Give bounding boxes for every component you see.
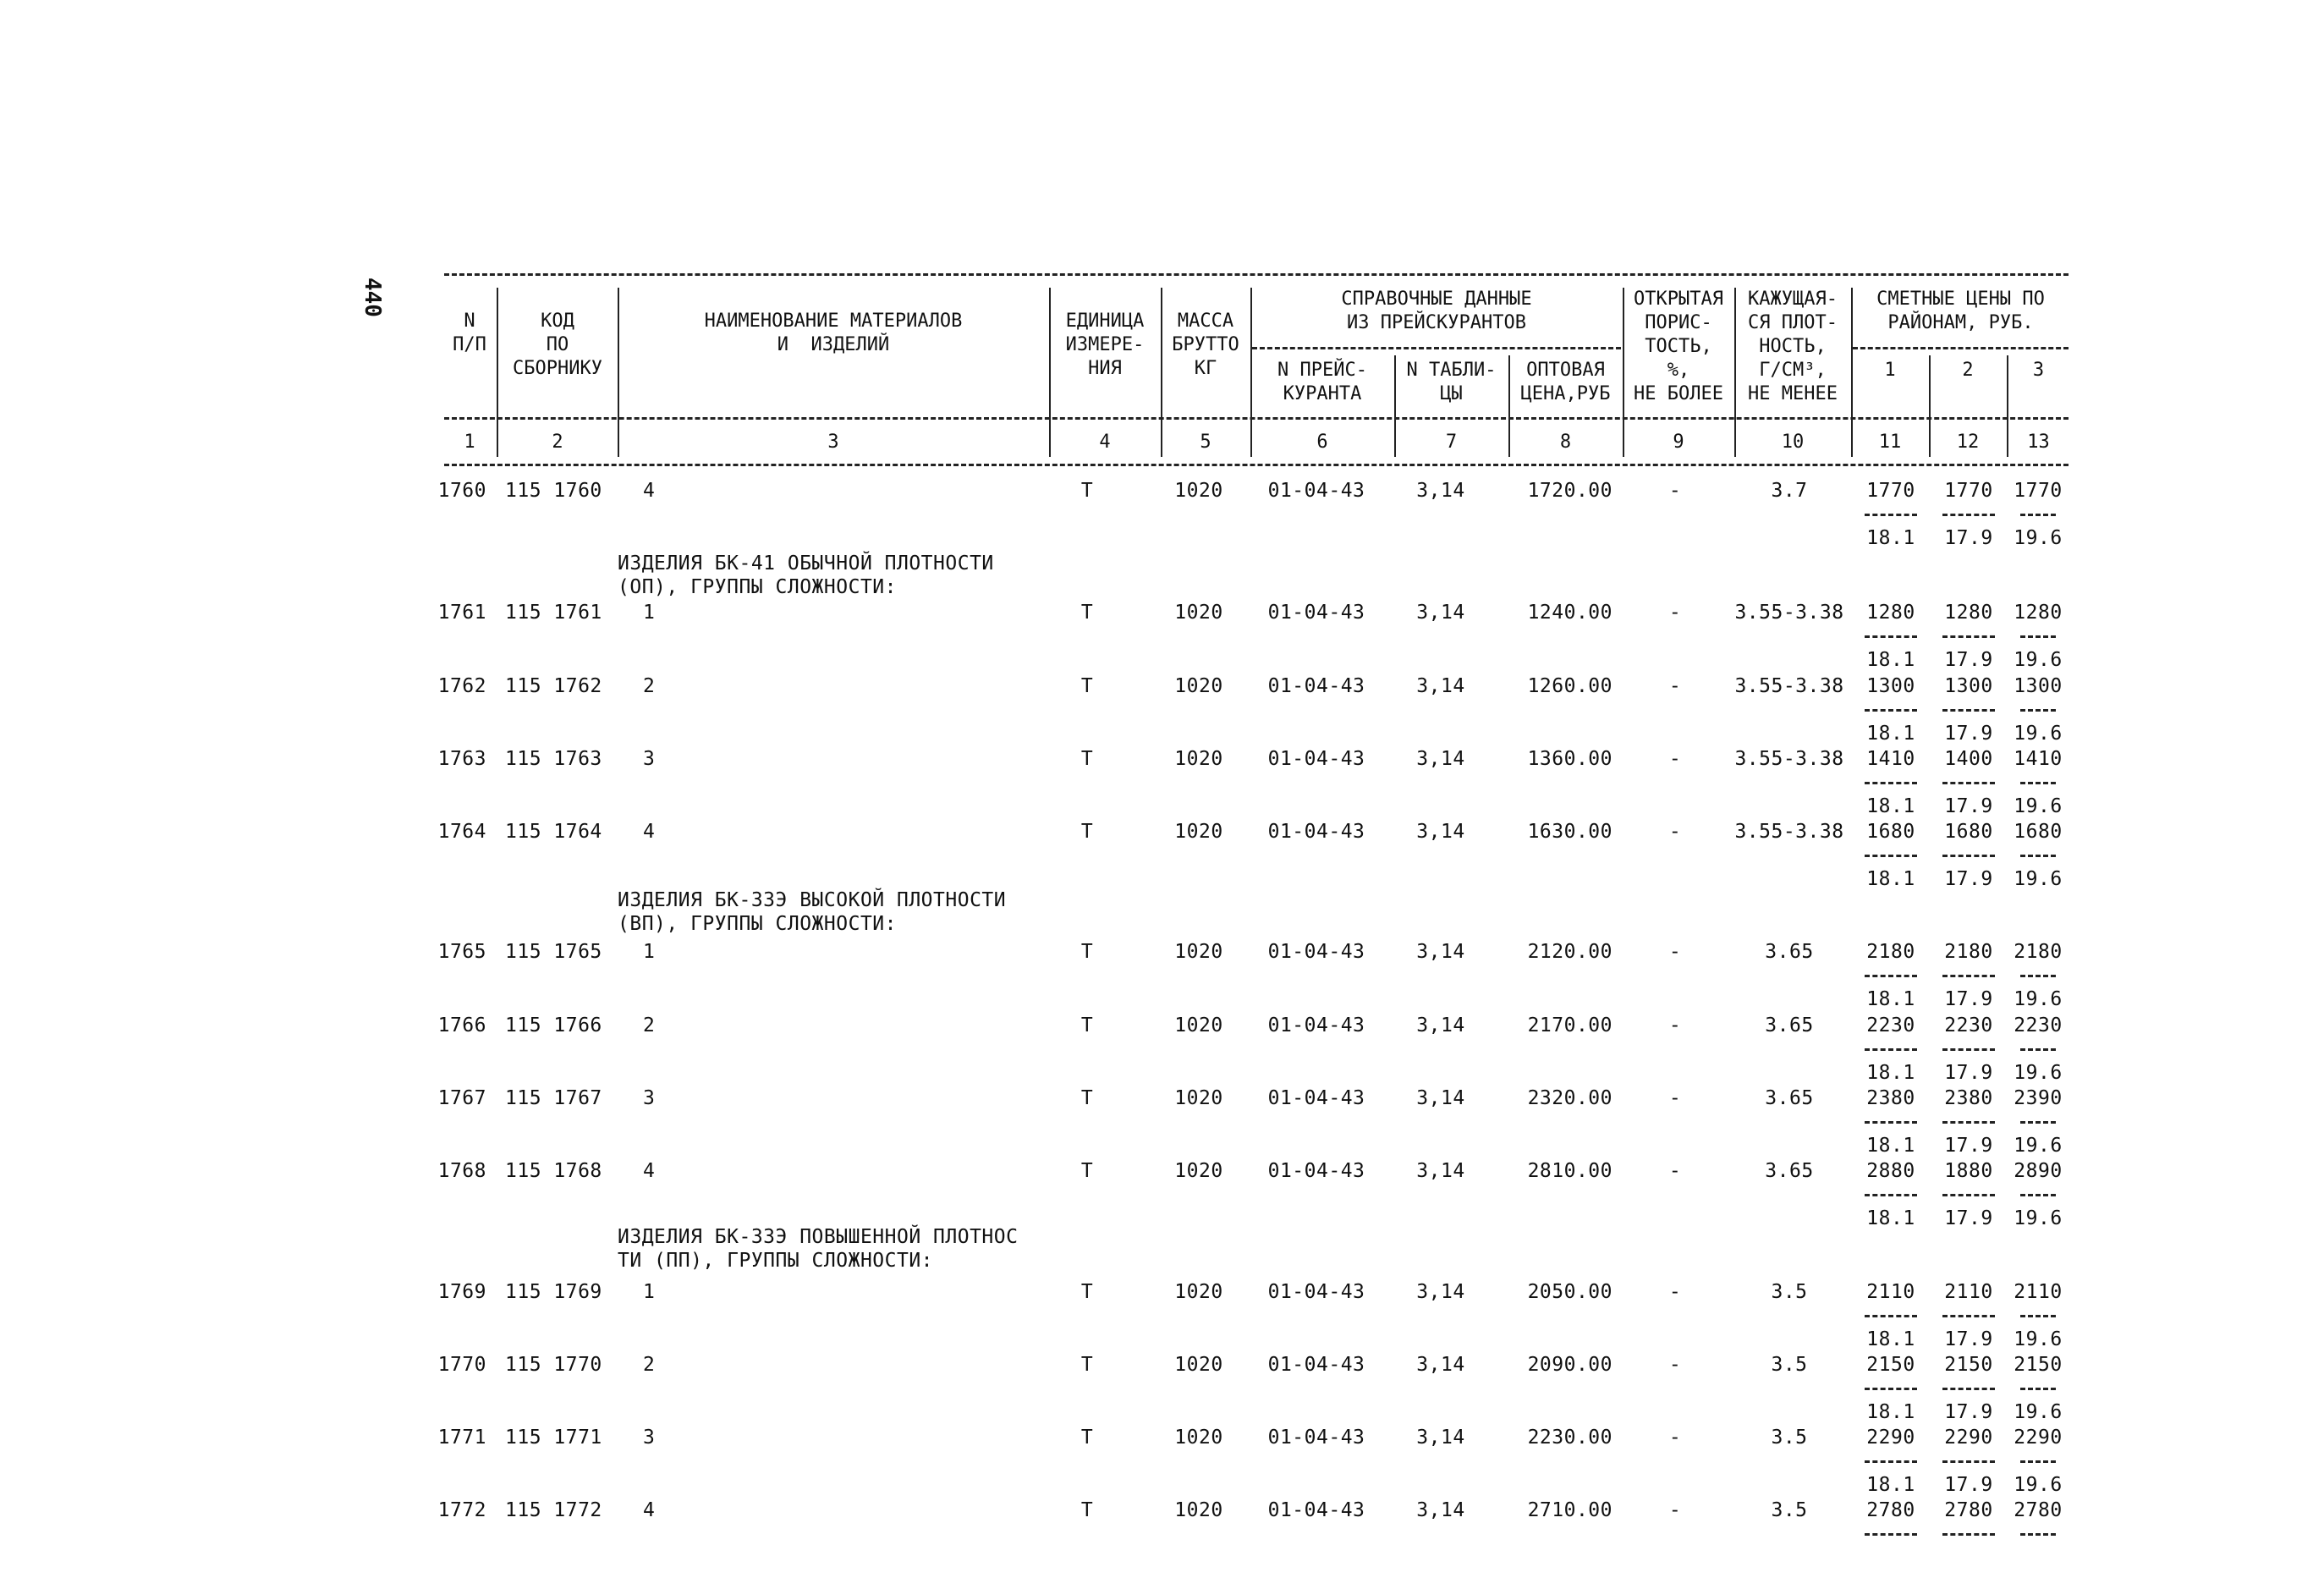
row-wholesale-price: 2710.00 bbox=[1527, 1499, 1613, 1521]
fraction-rule bbox=[2020, 514, 2056, 516]
row-coef-region-1: 18.1 bbox=[1866, 649, 1915, 671]
fraction-rule bbox=[2020, 1194, 2056, 1196]
row-coef-region-3: 19.6 bbox=[2014, 527, 2063, 549]
row-wholesale-price: 2050.00 bbox=[1527, 1281, 1613, 1303]
row-coef-region-3: 19.6 bbox=[2014, 1207, 2063, 1229]
row-price-list: 01-04-43 bbox=[1267, 1281, 1365, 1303]
row-table: 3,14 bbox=[1416, 1499, 1465, 1521]
row-price-region-2: 2290 bbox=[1944, 1427, 1993, 1449]
row-number: 1760 bbox=[437, 480, 486, 502]
row-coef-region-3: 19.6 bbox=[2014, 1401, 2063, 1423]
row-coef-region-1: 18.1 bbox=[1866, 1328, 1915, 1350]
fraction-rule bbox=[1942, 1048, 1995, 1051]
row-number: 1763 bbox=[437, 748, 486, 770]
fraction-rule bbox=[1865, 975, 1917, 977]
row-wholesale-price: 2230.00 bbox=[1527, 1427, 1613, 1449]
col-name-header: НАИМЕНОВАНИЕ МАТЕРИАЛОВ И ИЗДЕЛИЙ bbox=[704, 311, 963, 355]
ref-group-header: СПРАВОЧНЫЕ ДАННЫЕ ИЗ ПРЕЙСКУРАНТОВ bbox=[1341, 289, 1532, 333]
col-number: 12 bbox=[1956, 432, 1980, 453]
row-price-region-3: 2230 bbox=[2014, 1014, 2063, 1036]
row-table: 3,14 bbox=[1416, 602, 1465, 624]
row-name: 3 bbox=[643, 748, 656, 770]
row-price-list: 01-04-43 bbox=[1267, 1427, 1365, 1449]
fraction-rule bbox=[2020, 1121, 2056, 1124]
estimate-group-rule bbox=[1853, 347, 2069, 349]
row-wholesale-price: 1240.00 bbox=[1527, 602, 1613, 624]
col-number: 7 bbox=[1445, 432, 1458, 453]
row-price-list: 01-04-43 bbox=[1267, 1160, 1365, 1182]
row-table: 3,14 bbox=[1416, 1427, 1465, 1449]
fraction-rule bbox=[1942, 855, 1995, 857]
row-number: 1765 bbox=[437, 941, 486, 963]
fraction-rule bbox=[1942, 1121, 1995, 1124]
col-unit-header: ЕДИНИЦА ИЗМЕРЕ- НИЯ bbox=[1065, 311, 1145, 379]
row-porosity: - bbox=[1668, 1087, 1682, 1109]
row-coef-region-1: 18.1 bbox=[1866, 868, 1915, 890]
row-price-region-1: 2150 bbox=[1866, 1354, 1915, 1376]
row-mass: 1020 bbox=[1174, 1499, 1223, 1521]
row-code: 115 1763 bbox=[505, 748, 602, 770]
row-density: 3.5 bbox=[1771, 1427, 1808, 1449]
fraction-rule bbox=[2020, 1048, 2056, 1051]
row-mass: 1020 bbox=[1174, 1427, 1223, 1449]
row-porosity: - bbox=[1668, 1014, 1682, 1036]
row-price-list: 01-04-43 bbox=[1267, 1087, 1365, 1109]
row-coef-region-2: 17.9 bbox=[1944, 1474, 1993, 1496]
row-number: 1769 bbox=[437, 1281, 486, 1303]
row-price-region-3: 2890 bbox=[2014, 1160, 2063, 1182]
row-unit: Т bbox=[1080, 675, 1094, 697]
row-price-region-2: 2780 bbox=[1944, 1499, 1993, 1521]
col-porosity-header: ОТКРЫТАЯ ПОРИС- ТОСТЬ, %, НЕ БОЛЕЕ bbox=[1634, 289, 1723, 404]
row-price-region-2: 2380 bbox=[1944, 1087, 1993, 1109]
row-name: 4 bbox=[643, 480, 656, 502]
row-table: 3,14 bbox=[1416, 748, 1465, 770]
row-price-region-1: 1680 bbox=[1866, 821, 1915, 843]
row-mass: 1020 bbox=[1174, 480, 1223, 502]
row-wholesale-price: 2810.00 bbox=[1527, 1160, 1613, 1182]
col-number: 2 bbox=[552, 432, 563, 453]
row-price-list: 01-04-43 bbox=[1267, 941, 1365, 963]
row-porosity: - bbox=[1668, 1354, 1682, 1376]
row-wholesale-price: 2120.00 bbox=[1527, 941, 1613, 963]
fraction-rule bbox=[1865, 635, 1917, 638]
row-price-region-1: 2380 bbox=[1866, 1087, 1915, 1109]
section-title: (ВП), ГРУППЫ СЛОЖНОСТИ: bbox=[618, 913, 897, 935]
row-price-region-1: 2110 bbox=[1866, 1281, 1915, 1303]
row-coef-region-3: 19.6 bbox=[2014, 1062, 2063, 1084]
row-unit: Т bbox=[1080, 1499, 1094, 1521]
row-code: 115 1762 bbox=[505, 675, 602, 697]
row-coef-region-2: 17.9 bbox=[1944, 723, 1993, 745]
row-density: 3.55-3.38 bbox=[1734, 602, 1844, 624]
row-price-region-1: 2880 bbox=[1866, 1160, 1915, 1182]
fraction-rule bbox=[2020, 635, 2056, 638]
row-code: 115 1760 bbox=[505, 480, 602, 502]
row-price-region-1: 2780 bbox=[1866, 1499, 1915, 1521]
row-price-region-3: 2180 bbox=[2014, 941, 2063, 963]
row-name: 2 bbox=[643, 1354, 656, 1376]
row-coef-region-3: 19.6 bbox=[2014, 649, 2063, 671]
row-price-list: 01-04-43 bbox=[1267, 1499, 1365, 1521]
row-number: 1767 bbox=[437, 1087, 486, 1109]
row-price-list: 01-04-43 bbox=[1267, 602, 1365, 624]
row-name: 4 bbox=[643, 1499, 656, 1521]
row-unit: Т bbox=[1080, 602, 1094, 624]
fraction-rule bbox=[2020, 855, 2056, 857]
row-price-region-1: 1280 bbox=[1866, 602, 1915, 624]
row-unit: Т bbox=[1080, 821, 1094, 843]
row-density: 3.65 bbox=[1765, 1087, 1814, 1109]
row-number: 1764 bbox=[437, 821, 486, 843]
col-number: 10 bbox=[1781, 432, 1805, 453]
row-name: 1 bbox=[643, 602, 656, 624]
row-density: 3.5 bbox=[1771, 1499, 1808, 1521]
row-price-region-1: 1410 bbox=[1866, 748, 1915, 770]
fraction-rule bbox=[1865, 709, 1917, 712]
fraction-rule bbox=[1865, 1388, 1917, 1390]
row-wholesale-price: 1360.00 bbox=[1527, 748, 1613, 770]
header-top-rule bbox=[444, 273, 2069, 276]
row-name: 4 bbox=[643, 1160, 656, 1182]
row-coef-region-2: 17.9 bbox=[1944, 1062, 1993, 1084]
row-mass: 1020 bbox=[1174, 1160, 1223, 1182]
row-price-region-2: 2230 bbox=[1944, 1014, 1993, 1036]
row-code: 115 1765 bbox=[505, 941, 602, 963]
row-number: 1762 bbox=[437, 675, 486, 697]
row-number: 1766 bbox=[437, 1014, 486, 1036]
row-mass: 1020 bbox=[1174, 602, 1223, 624]
row-table: 3,14 bbox=[1416, 1354, 1465, 1376]
row-wholesale-price: 2090.00 bbox=[1527, 1354, 1613, 1376]
row-unit: Т bbox=[1080, 1281, 1094, 1303]
fraction-rule bbox=[1942, 1460, 1995, 1463]
row-coef-region-2: 17.9 bbox=[1944, 868, 1993, 890]
row-code: 115 1766 bbox=[505, 1014, 602, 1036]
row-price-region-2: 1400 bbox=[1944, 748, 1993, 770]
col-n-header: N П/П bbox=[453, 311, 486, 355]
row-number: 1761 bbox=[437, 602, 486, 624]
row-price-list: 01-04-43 bbox=[1267, 1354, 1365, 1376]
row-porosity: - bbox=[1668, 1160, 1682, 1182]
row-name: 2 bbox=[643, 675, 656, 697]
row-price-list: 01-04-43 bbox=[1267, 675, 1365, 697]
section-title: (ОП), ГРУППЫ СЛОЖНОСТИ: bbox=[618, 576, 897, 598]
row-price-region-2: 1300 bbox=[1944, 675, 1993, 697]
col-number: 3 bbox=[827, 432, 839, 453]
fraction-rule bbox=[1942, 975, 1995, 977]
fraction-rule bbox=[2020, 1460, 2056, 1463]
row-coef-region-3: 19.6 bbox=[2014, 1474, 2063, 1496]
row-table: 3,14 bbox=[1416, 1014, 1465, 1036]
row-mass: 1020 bbox=[1174, 748, 1223, 770]
col-number: 6 bbox=[1316, 432, 1328, 453]
col-mass-header: МАССА БРУТТО КГ bbox=[1172, 311, 1239, 379]
header-split-rule bbox=[444, 417, 2069, 420]
col-number: 8 bbox=[1559, 432, 1572, 453]
fraction-rule bbox=[2020, 1315, 2056, 1317]
row-wholesale-price: 2320.00 bbox=[1527, 1087, 1613, 1109]
row-price-region-3: 2110 bbox=[2014, 1281, 2063, 1303]
row-unit: Т bbox=[1080, 1087, 1094, 1109]
row-mass: 1020 bbox=[1174, 675, 1223, 697]
row-price-region-3: 1410 bbox=[2014, 748, 2063, 770]
row-table: 3,14 bbox=[1416, 941, 1465, 963]
col-wholesale-header: ОПТОВАЯ ЦЕНА,РУБ bbox=[1520, 360, 1611, 404]
row-price-region-3: 1680 bbox=[2014, 821, 2063, 843]
row-table: 3,14 bbox=[1416, 480, 1465, 502]
row-coef-region-1: 18.1 bbox=[1866, 1207, 1915, 1229]
row-coef-region-2: 17.9 bbox=[1944, 1135, 1993, 1157]
region-2-header: 2 bbox=[1962, 360, 1974, 381]
row-coef-region-2: 17.9 bbox=[1944, 649, 1993, 671]
col-number: 1 bbox=[464, 432, 475, 453]
row-wholesale-price: 2170.00 bbox=[1527, 1014, 1613, 1036]
row-table: 3,14 bbox=[1416, 1087, 1465, 1109]
fraction-rule bbox=[1865, 1460, 1917, 1463]
col-number: 4 bbox=[1099, 432, 1111, 453]
row-name: 1 bbox=[643, 1281, 656, 1303]
row-code: 115 1768 bbox=[505, 1160, 602, 1182]
row-coef-region-2: 17.9 bbox=[1944, 1328, 1993, 1350]
row-coef-region-1: 18.1 bbox=[1866, 988, 1915, 1010]
row-porosity: - bbox=[1668, 821, 1682, 843]
row-code: 115 1770 bbox=[505, 1354, 602, 1376]
col-pricelist-header: N ПРЕЙС- КУРАНТА bbox=[1277, 360, 1367, 404]
row-price-region-3: 2780 bbox=[2014, 1499, 2063, 1521]
region-3-header: 3 bbox=[2032, 360, 2045, 381]
row-price-region-3: 1280 bbox=[2014, 602, 2063, 624]
row-unit: Т bbox=[1080, 941, 1094, 963]
row-price-region-1: 2290 bbox=[1866, 1427, 1915, 1449]
row-coef-region-3: 19.6 bbox=[2014, 723, 2063, 745]
row-unit: Т bbox=[1080, 1014, 1094, 1036]
fraction-rule bbox=[1865, 1121, 1917, 1124]
fraction-rule bbox=[1942, 635, 1995, 638]
row-coef-region-1: 18.1 bbox=[1866, 527, 1915, 549]
row-code: 115 1764 bbox=[505, 821, 602, 843]
row-coef-region-1: 18.1 bbox=[1866, 1135, 1915, 1157]
row-price-list: 01-04-43 bbox=[1267, 480, 1365, 502]
row-name: 3 bbox=[643, 1087, 656, 1109]
row-unit: Т bbox=[1080, 1160, 1094, 1182]
region-1-header: 1 bbox=[1884, 360, 1896, 381]
row-porosity: - bbox=[1668, 675, 1682, 697]
row-coef-region-2: 17.9 bbox=[1944, 988, 1993, 1010]
fraction-rule bbox=[2020, 975, 2056, 977]
row-price-region-3: 2290 bbox=[2014, 1427, 2063, 1449]
row-coef-region-3: 19.6 bbox=[2014, 868, 2063, 890]
col-code-header: КОД ПО СБОРНИКУ bbox=[513, 311, 602, 379]
section-title: ИЗДЕЛИЯ БК-41 ОБЫЧНОЙ ПЛОТНОСТИ bbox=[618, 553, 994, 575]
col-table-header: N ТАБЛИ- ЦЫ bbox=[1406, 360, 1497, 404]
row-porosity: - bbox=[1668, 941, 1682, 963]
row-price-list: 01-04-43 bbox=[1267, 1014, 1365, 1036]
estimate-group-header: СМЕТНЫЕ ЦЕНЫ ПО РАЙОНАМ, РУБ. bbox=[1876, 289, 2045, 333]
section-title: ИЗДЕЛИЯ БК-33Э ВЫСОКОЙ ПЛОТНОСТИ bbox=[618, 889, 1007, 911]
row-unit: Т bbox=[1080, 1354, 1094, 1376]
row-porosity: - bbox=[1668, 1427, 1682, 1449]
row-mass: 1020 bbox=[1174, 1087, 1223, 1109]
row-coef-region-1: 18.1 bbox=[1866, 1062, 1915, 1084]
row-coef-region-3: 19.6 bbox=[2014, 988, 2063, 1010]
row-table: 3,14 bbox=[1416, 1160, 1465, 1182]
page-number: 440 bbox=[360, 278, 385, 317]
fraction-rule bbox=[2020, 782, 2056, 784]
row-table: 3,14 bbox=[1416, 675, 1465, 697]
section-title: ИЗДЕЛИЯ БК-33Э ПОВЫШЕННОЙ ПЛОТНОС bbox=[618, 1226, 1019, 1248]
row-coef-region-2: 17.9 bbox=[1944, 527, 1993, 549]
row-coef-region-3: 19.6 bbox=[2014, 1135, 2063, 1157]
row-porosity: - bbox=[1668, 1281, 1682, 1303]
row-price-list: 01-04-43 bbox=[1267, 821, 1365, 843]
fraction-rule bbox=[1865, 782, 1917, 784]
row-name: 3 bbox=[643, 1427, 656, 1449]
row-number: 1771 bbox=[437, 1427, 486, 1449]
fraction-rule bbox=[1942, 1315, 1995, 1317]
row-code: 115 1767 bbox=[505, 1087, 602, 1109]
row-coef-region-1: 18.1 bbox=[1866, 1474, 1915, 1496]
fraction-rule bbox=[1865, 514, 1917, 516]
row-price-list: 01-04-43 bbox=[1267, 748, 1365, 770]
col-number: 11 bbox=[1878, 432, 1902, 453]
row-price-region-2: 2180 bbox=[1944, 941, 1993, 963]
row-price-region-2: 2150 bbox=[1944, 1354, 1993, 1376]
fraction-rule bbox=[1865, 855, 1917, 857]
fraction-rule bbox=[2020, 1388, 2056, 1390]
row-price-region-2: 1280 bbox=[1944, 602, 1993, 624]
row-number: 1768 bbox=[437, 1160, 486, 1182]
row-density: 3.7 bbox=[1771, 480, 1808, 502]
fraction-rule bbox=[2020, 709, 2056, 712]
row-price-region-1: 2180 bbox=[1866, 941, 1915, 963]
row-porosity: - bbox=[1668, 602, 1682, 624]
row-coef-region-2: 17.9 bbox=[1944, 1207, 1993, 1229]
row-coef-region-1: 18.1 bbox=[1866, 723, 1915, 745]
row-code: 115 1772 bbox=[505, 1499, 602, 1521]
row-coef-region-3: 19.6 bbox=[2014, 795, 2063, 817]
row-price-region-3: 1770 bbox=[2014, 480, 2063, 502]
row-mass: 1020 bbox=[1174, 1014, 1223, 1036]
row-price-region-1: 1770 bbox=[1866, 480, 1915, 502]
row-porosity: - bbox=[1668, 748, 1682, 770]
row-coef-region-2: 17.9 bbox=[1944, 1401, 1993, 1423]
row-number: 1770 bbox=[437, 1354, 486, 1376]
fraction-rule bbox=[1865, 1048, 1917, 1051]
row-price-region-2: 2110 bbox=[1944, 1281, 1993, 1303]
row-coef-region-3: 19.6 bbox=[2014, 1328, 2063, 1350]
fraction-rule bbox=[1865, 1315, 1917, 1317]
row-number: 1772 bbox=[437, 1499, 486, 1521]
row-density: 3.65 bbox=[1765, 1014, 1814, 1036]
row-mass: 1020 bbox=[1174, 941, 1223, 963]
row-price-region-3: 2150 bbox=[2014, 1354, 2063, 1376]
row-coef-region-2: 17.9 bbox=[1944, 795, 1993, 817]
row-density: 3.55-3.38 bbox=[1734, 748, 1844, 770]
row-price-region-1: 2230 bbox=[1866, 1014, 1915, 1036]
col-density-header: КАЖУЩАЯ- СЯ ПЛОТ- НОСТЬ, Г/СМ³, НЕ МЕНЕЕ bbox=[1748, 289, 1838, 404]
row-porosity: - bbox=[1668, 480, 1682, 502]
row-price-region-3: 2390 bbox=[2014, 1087, 2063, 1109]
row-porosity: - bbox=[1668, 1499, 1682, 1521]
row-price-region-2: 1680 bbox=[1944, 821, 1993, 843]
fraction-rule bbox=[1942, 1194, 1995, 1196]
row-mass: 1020 bbox=[1174, 1354, 1223, 1376]
fraction-rule bbox=[1942, 514, 1995, 516]
row-unit: Т bbox=[1080, 748, 1094, 770]
row-unit: Т bbox=[1080, 480, 1094, 502]
row-density: 3.65 bbox=[1765, 941, 1814, 963]
row-mass: 1020 bbox=[1174, 821, 1223, 843]
row-coef-region-1: 18.1 bbox=[1866, 795, 1915, 817]
row-density: 3.65 bbox=[1765, 1160, 1814, 1182]
row-code: 115 1771 bbox=[505, 1427, 602, 1449]
row-price-region-2: 1770 bbox=[1944, 480, 1993, 502]
row-name: 4 bbox=[643, 821, 656, 843]
row-density: 3.5 bbox=[1771, 1281, 1808, 1303]
fraction-rule bbox=[1942, 1533, 1995, 1536]
col-number: 13 bbox=[2027, 432, 2050, 453]
row-table: 3,14 bbox=[1416, 821, 1465, 843]
fraction-rule bbox=[1942, 1388, 1995, 1390]
fraction-rule bbox=[1865, 1533, 1917, 1536]
fraction-rule bbox=[1942, 782, 1995, 784]
row-wholesale-price: 1630.00 bbox=[1527, 821, 1613, 843]
row-unit: Т bbox=[1080, 1427, 1094, 1449]
row-wholesale-price: 1260.00 bbox=[1527, 675, 1613, 697]
row-name: 2 bbox=[643, 1014, 656, 1036]
row-name: 1 bbox=[643, 941, 656, 963]
section-title: ТИ (ПП), ГРУППЫ СЛОЖНОСТИ: bbox=[618, 1250, 934, 1272]
fraction-rule bbox=[1942, 709, 1995, 712]
fraction-rule bbox=[1865, 1194, 1917, 1196]
header-bottom-rule bbox=[444, 464, 2069, 466]
col-number: 5 bbox=[1200, 432, 1211, 453]
row-density: 3.55-3.38 bbox=[1734, 821, 1844, 843]
row-price-region-3: 1300 bbox=[2014, 675, 2063, 697]
ref-group-rule bbox=[1252, 347, 1621, 349]
fraction-rule bbox=[2020, 1533, 2056, 1536]
row-density: 3.5 bbox=[1771, 1354, 1808, 1376]
row-code: 115 1769 bbox=[505, 1281, 602, 1303]
row-table: 3,14 bbox=[1416, 1281, 1465, 1303]
row-code: 115 1761 bbox=[505, 602, 602, 624]
row-price-region-1: 1300 bbox=[1866, 675, 1915, 697]
col-number: 9 bbox=[1673, 432, 1684, 453]
row-density: 3.55-3.38 bbox=[1734, 675, 1844, 697]
row-mass: 1020 bbox=[1174, 1281, 1223, 1303]
row-coef-region-1: 18.1 bbox=[1866, 1401, 1915, 1423]
row-price-region-2: 1880 bbox=[1944, 1160, 1993, 1182]
row-wholesale-price: 1720.00 bbox=[1527, 480, 1613, 502]
